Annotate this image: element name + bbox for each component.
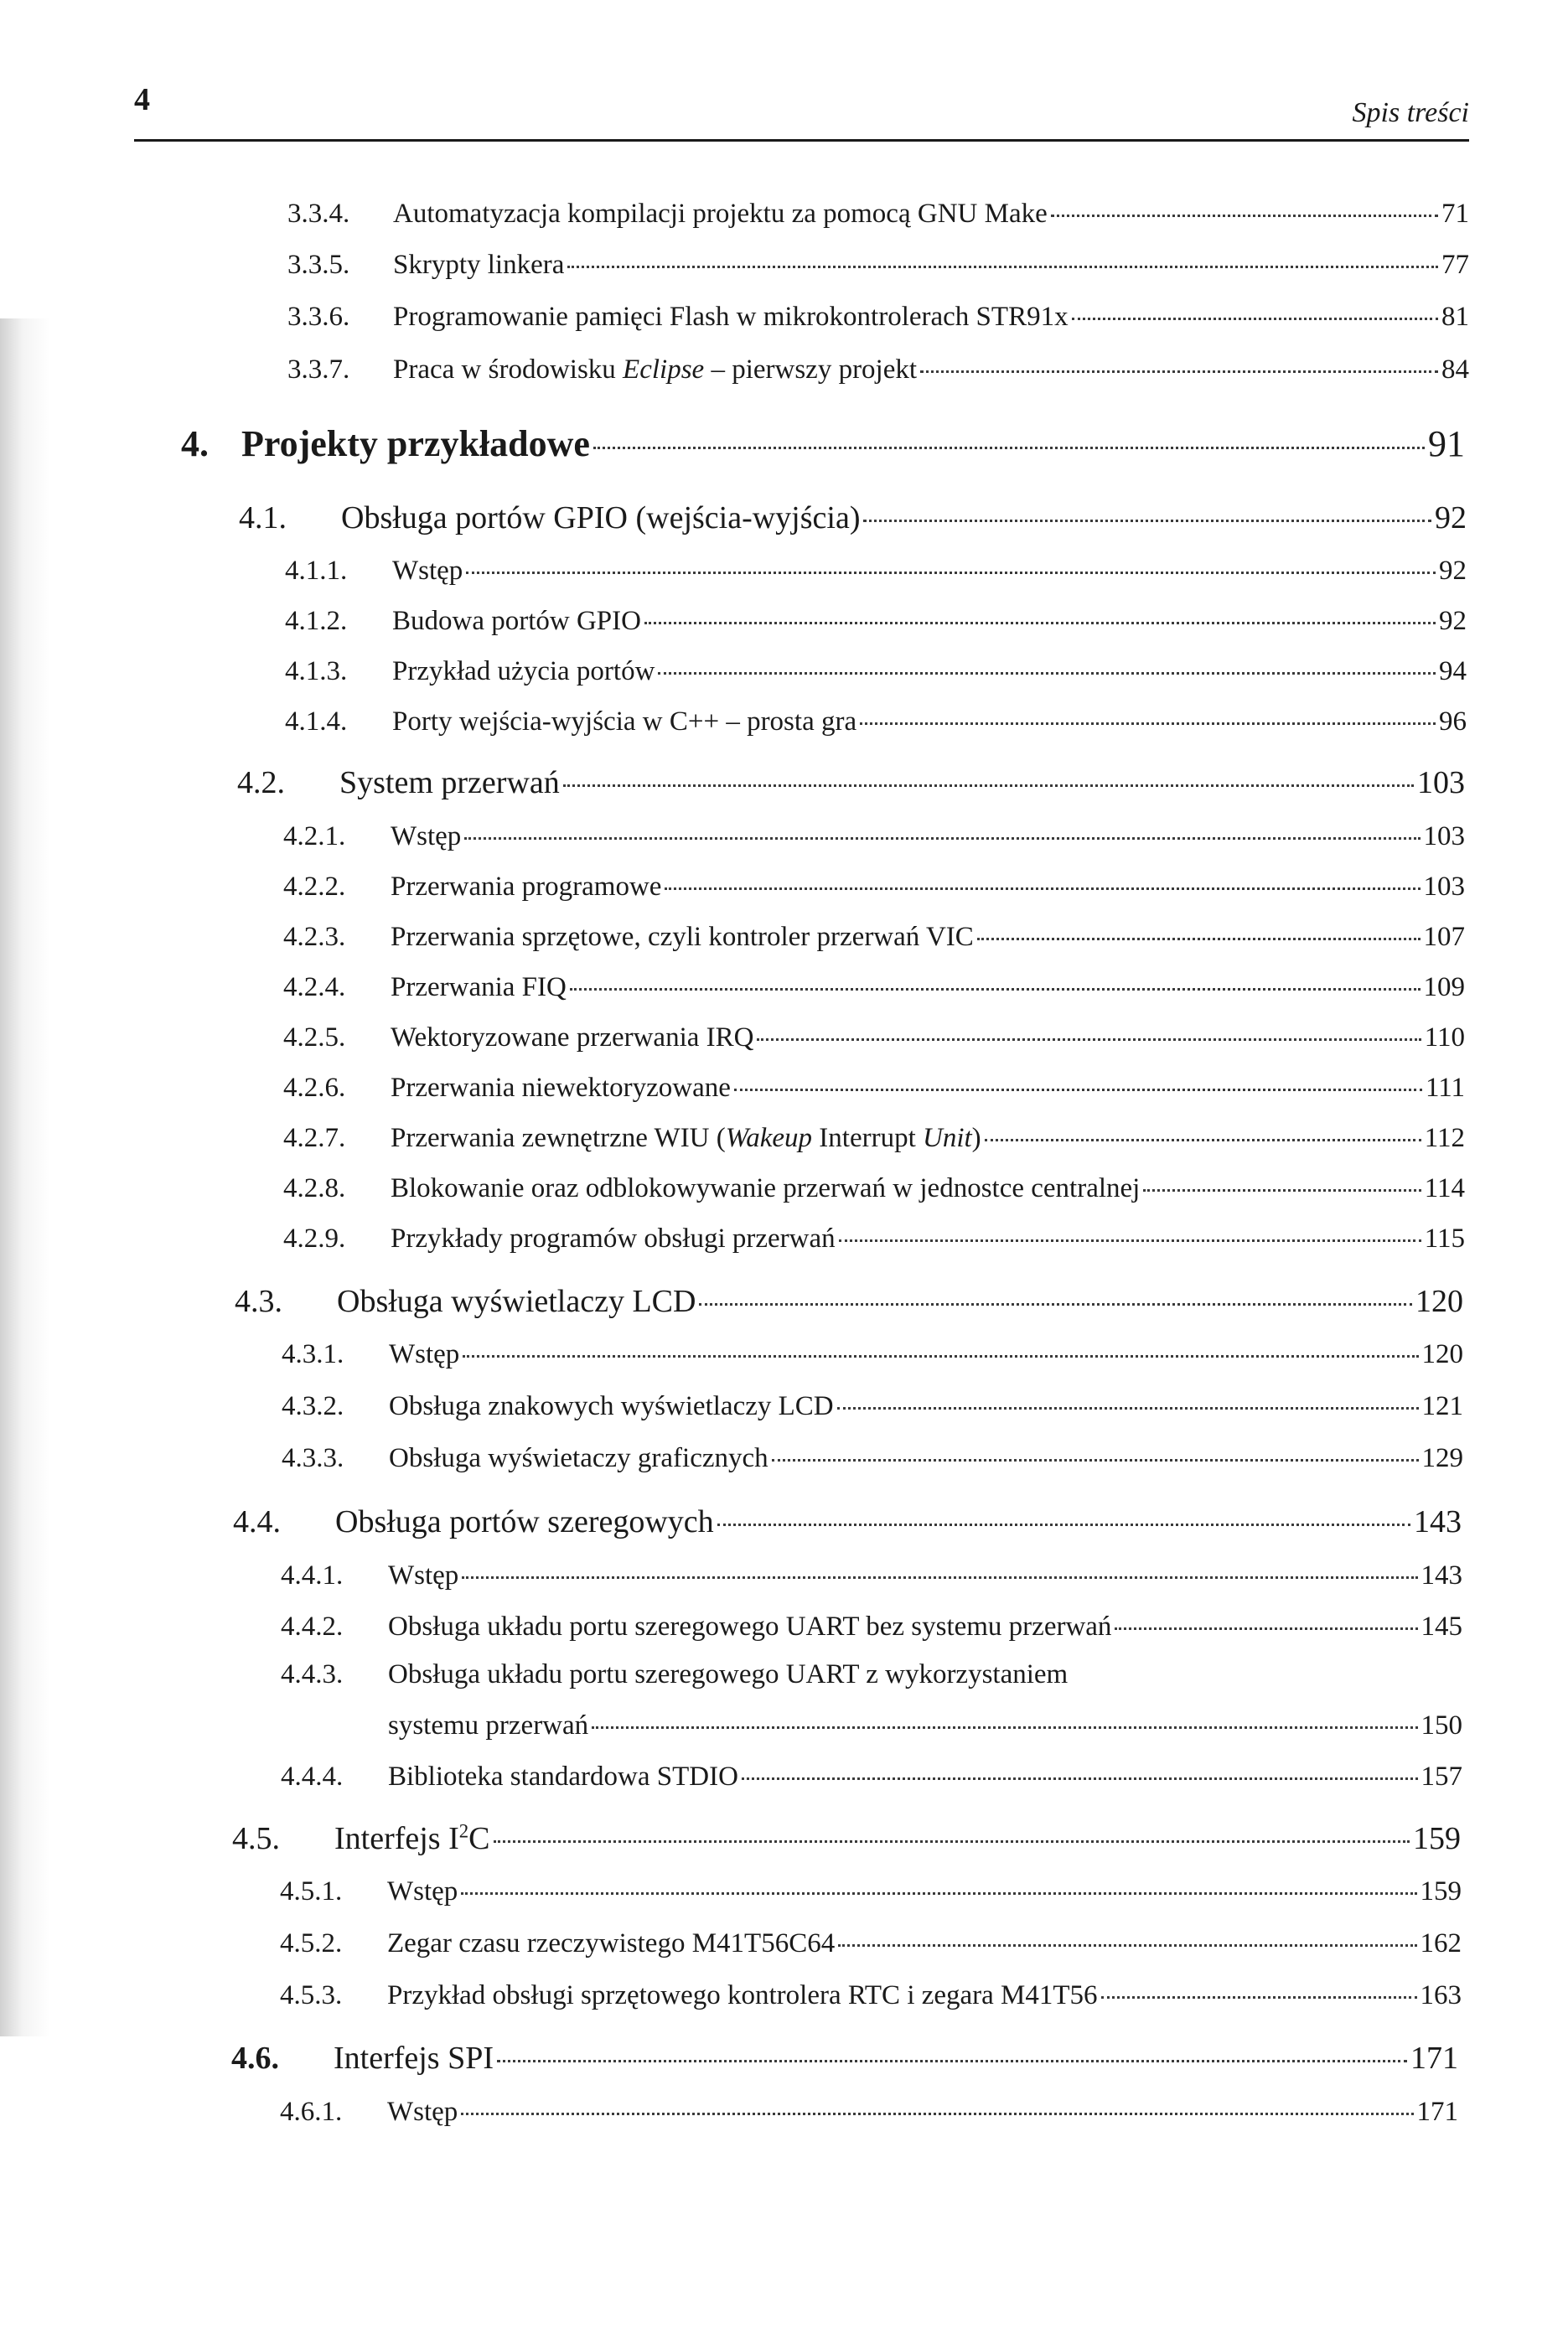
entry-number: 4.2.1. <box>283 821 346 851</box>
entry-page: 92 <box>1435 500 1467 536</box>
entry-number: 4.2. <box>237 765 285 800</box>
entry-title: Wektoryzowane przerwania IRQ <box>391 1022 754 1053</box>
dot-leader <box>1101 1976 1417 2004</box>
toc-chapter-4[interactable] <box>181 419 1465 465</box>
entry-title: Obsługa układu portu szeregowego UART bez systemu przerwań <box>388 1612 1112 1642</box>
dot-leader <box>563 761 1414 793</box>
dot-leader <box>757 1018 1421 1046</box>
entry-page: 91 <box>1428 423 1465 464</box>
dot-leader <box>985 1119 1421 1146</box>
entry-page: 157 <box>1421 1762 1462 1792</box>
toc-entry-4-2-8[interactable] <box>283 1169 1465 1204</box>
entry-page: 92 <box>1439 606 1467 636</box>
dot-leader <box>837 1387 1419 1415</box>
entry-page: 107 <box>1423 922 1465 952</box>
dot-leader <box>658 652 1436 680</box>
entry-page: 94 <box>1439 656 1467 686</box>
entry-number: 4.1.3. <box>285 656 348 686</box>
entry-title: Wstęp <box>391 821 462 851</box>
toc-section-4-3[interactable] <box>235 1280 1463 1320</box>
dot-leader <box>860 702 1436 730</box>
toc-entry-4-3-2[interactable] <box>282 1387 1463 1422</box>
dot-leader <box>570 968 1421 996</box>
running-head-title: Spis treści <box>1352 97 1469 128</box>
page-number: 4 <box>134 82 150 117</box>
entry-page: 163 <box>1420 1980 1462 2010</box>
dot-leader <box>839 1219 1421 1247</box>
entry-page: 159 <box>1413 1821 1461 1856</box>
entry-title-line2: systemu przerwań <box>388 1710 589 1741</box>
entry-continuation <box>388 1706 1462 1741</box>
dot-leader <box>462 1556 1417 1584</box>
toc-entry-4-2-2[interactable] <box>283 867 1465 903</box>
entry-page: 150 <box>1421 1710 1462 1741</box>
toc-entry-4-1-4[interactable] <box>285 702 1467 737</box>
toc-section-4-5[interactable] <box>232 1817 1461 1857</box>
entry-number: 4.5.3. <box>280 1980 343 2010</box>
entry-title: Wstęp <box>388 1560 459 1591</box>
dot-leader <box>1115 1607 1417 1635</box>
entry-page: 71 <box>1441 199 1469 229</box>
dot-leader <box>863 496 1431 528</box>
entry-number: 4.3.3. <box>282 1443 344 1473</box>
dot-leader <box>461 2093 1413 2120</box>
entry-title: Przerwania sprzętowe, czyli kontroler przerwań VIC <box>391 922 974 952</box>
entry-number: 4.2.2. <box>283 872 346 902</box>
dot-leader <box>592 1706 1417 1734</box>
dot-leader <box>463 1335 1418 1363</box>
entry-number: 4.4.3. <box>281 1659 344 1689</box>
entry-page: 111 <box>1425 1073 1465 1103</box>
entry-number: 4.3.2. <box>282 1391 344 1421</box>
entry-page: 120 <box>1421 1339 1463 1369</box>
entry-number: 4.2.3. <box>283 922 346 952</box>
entry-page: 143 <box>1421 1560 1462 1591</box>
entry-title: Przykład obsługi sprzętowego kontrolera RTC i zegara M41T56 <box>387 1980 1098 2010</box>
toc-entry-3-3-6[interactable] <box>287 298 1469 333</box>
entry-number: 4.2.7. <box>283 1123 346 1153</box>
entry-title: Przerwania programowe <box>391 872 662 902</box>
entry-number: 3.3.4. <box>287 199 350 229</box>
entry-title: Zegar czasu rzeczywistego M41T56C64 <box>387 1928 836 1958</box>
dot-leader <box>977 918 1421 945</box>
entry-page: 103 <box>1423 821 1465 851</box>
entry-page: 109 <box>1423 972 1465 1002</box>
entry-title: Porty wejścia-wyjścia w C++ – prosta gra <box>392 706 857 737</box>
dot-leader <box>461 1872 1416 1900</box>
entry-page: 159 <box>1420 1876 1462 1907</box>
dot-leader <box>772 1439 1419 1467</box>
toc-entry-4-2-6[interactable] <box>283 1068 1465 1104</box>
entry-number: 4.1.4. <box>285 706 348 737</box>
entry-page: 112 <box>1424 1123 1465 1153</box>
entry-title: System przerwań <box>339 765 560 800</box>
entry-page: 96 <box>1439 706 1467 737</box>
entry-title: Obsługa wyświetlaczy LCD <box>337 1284 696 1319</box>
entry-title: Obsługa znakowych wyświetlaczy LCD <box>389 1391 834 1421</box>
entry-title: Blokowanie oraz odblokowywanie przerwań w jednostce centralnej <box>391 1173 1141 1203</box>
entry-number: 4.5.1. <box>280 1876 343 1907</box>
entry-number: 4.6.1. <box>280 2097 343 2127</box>
toc-entry-3-3-5[interactable] <box>287 246 1469 281</box>
dot-leader <box>717 1500 1410 1532</box>
entry-title: Obsługa wyświetaczy graficznych <box>389 1443 768 1473</box>
dot-leader <box>494 1817 1410 1849</box>
entry-number: 3.3.7. <box>287 354 350 385</box>
entry-title: Przykład użycia portów <box>392 656 655 686</box>
entry-number: 4.2.4. <box>283 972 346 1002</box>
entry-title: Biblioteka standardowa STDIO <box>388 1762 738 1792</box>
toc-entry-4-2-5[interactable] <box>283 1018 1465 1053</box>
entry-title: Wstęp <box>387 1876 458 1907</box>
entry-number: 4.3. <box>235 1284 282 1319</box>
toc-entry-4-2-3[interactable] <box>283 918 1465 953</box>
entry-title-line1: Obsługa układu portu szeregowego UART z wykorzystaniem <box>388 1659 1069 1689</box>
dot-leader <box>699 1280 1412 1312</box>
entry-number: 4.4.1. <box>281 1560 344 1591</box>
toc-entry-4-4-1[interactable] <box>281 1556 1462 1591</box>
entry-title: Projekty przykładowe <box>241 423 590 464</box>
entry-page: 92 <box>1439 556 1467 586</box>
toc-entry-4-6-1[interactable] <box>280 2093 1458 2128</box>
entry-number: 3.3.6. <box>287 302 350 332</box>
entry-number: 4.5.2. <box>280 1928 343 1958</box>
entry-number: 4.2.9. <box>283 1224 346 1254</box>
toc-section-4-6[interactable] <box>231 2036 1458 2077</box>
entry-title: Wstęp <box>392 556 463 586</box>
toc-entry-4-4-4[interactable] <box>281 1757 1462 1793</box>
toc-section-4-4[interactable] <box>233 1500 1462 1540</box>
toc-entry-4-3-3[interactable] <box>282 1439 1463 1474</box>
dot-leader <box>742 1757 1418 1785</box>
entry-page: 171 <box>1416 2097 1458 2127</box>
entry-number: 4.4.4. <box>281 1762 344 1792</box>
entry-title: Wstęp <box>387 2097 458 2127</box>
entry-title: Budowa portów GPIO <box>392 606 641 636</box>
entry-number: 3.3.5. <box>287 250 350 280</box>
entry-page: 143 <box>1414 1504 1462 1539</box>
toc-entry-4-4-3[interactable] <box>281 1659 1462 1743</box>
entry-number: 4.5. <box>232 1821 280 1856</box>
toc-section-4-2[interactable] <box>237 761 1465 801</box>
entry-page: 145 <box>1421 1612 1462 1642</box>
entry-number: 4.6. <box>231 2041 279 2076</box>
dot-leader <box>466 551 1436 579</box>
entry-title: Automatyzacja kompilacji projektu za pomocą GNU Make <box>393 199 1048 229</box>
entry-title: Obsługa portów szeregowych <box>335 1504 714 1539</box>
entry-number: 4.2.6. <box>283 1073 346 1103</box>
dot-leader <box>464 817 1420 845</box>
toc-entry-4-5-2[interactable] <box>280 1924 1462 1959</box>
entry-page: 103 <box>1423 872 1465 902</box>
toc-entry-3-3-4[interactable] <box>287 194 1469 230</box>
entry-title: Przerwania niewektoryzowane <box>391 1073 731 1103</box>
toc-entry-4-2-7[interactable] <box>283 1119 1465 1154</box>
toc-entry-4-1-2[interactable] <box>285 602 1467 637</box>
entry-page: 129 <box>1421 1443 1463 1473</box>
dot-leader <box>567 246 1438 273</box>
entry-page: 77 <box>1441 250 1469 280</box>
entry-page: 115 <box>1424 1224 1465 1254</box>
dot-leader <box>838 1924 1416 1952</box>
entry-page: 120 <box>1415 1284 1463 1319</box>
toc-entry-4-4-2[interactable] <box>281 1607 1462 1643</box>
toc-entry-4-5-3[interactable] <box>280 1976 1462 2011</box>
entry-number: 4.4. <box>233 1504 281 1539</box>
toc-entry-4-2-9[interactable] <box>283 1219 1465 1255</box>
entry-page: 110 <box>1424 1022 1465 1053</box>
entry-number: 4.1. <box>239 500 287 536</box>
entry-number: 4.1.1. <box>285 556 348 586</box>
entry-page: 81 <box>1441 302 1469 332</box>
toc-entry-3-3-7[interactable] <box>287 350 1469 385</box>
entry-title: Wstęp <box>389 1339 460 1369</box>
dot-leader <box>734 1068 1422 1096</box>
dot-leader <box>497 2036 1407 2068</box>
entry-page: 121 <box>1421 1391 1463 1421</box>
toc-section-4-1[interactable] <box>239 496 1467 536</box>
toc-entry-4-1-1[interactable] <box>285 551 1467 587</box>
dot-leader <box>1051 194 1438 222</box>
entry-page: 114 <box>1424 1173 1465 1203</box>
entry-title: Obsługa portów GPIO (wejścia-wyjścia) <box>341 500 861 536</box>
dot-leader <box>1143 1169 1421 1197</box>
entry-title: Przykłady programów obsługi przerwań <box>391 1224 836 1254</box>
entry-title: Interfejs SPI <box>334 2041 494 2076</box>
entry-number: 4.2.5. <box>283 1022 346 1053</box>
entry-number: 4.1.2. <box>285 606 348 636</box>
entry-number: 4.3.1. <box>282 1339 344 1369</box>
toc-entry-4-3-1[interactable] <box>282 1335 1463 1370</box>
dot-leader <box>644 602 1436 629</box>
entry-title: Programowanie pamięci Flash w mikrokontrolerach STR91x <box>393 302 1069 332</box>
dot-leader <box>1072 298 1438 325</box>
entry-title: Przerwania FIQ <box>391 972 567 1002</box>
dot-leader <box>593 419 1425 456</box>
entry-title: Skrypty linkera <box>393 250 565 280</box>
toc-entry-4-1-3[interactable] <box>285 652 1467 687</box>
dot-leader <box>920 350 1438 378</box>
entry-page: 84 <box>1441 354 1469 385</box>
toc-entry-4-2-1[interactable] <box>283 817 1465 852</box>
entry-page: 103 <box>1417 765 1465 800</box>
entry-page: 162 <box>1420 1928 1462 1958</box>
entry-number: 4. <box>181 423 209 464</box>
entry-number: 4.2.8. <box>283 1173 346 1203</box>
entry-number: 4.4.2. <box>281 1612 344 1642</box>
toc-entry-4-5-1[interactable] <box>280 1872 1462 1907</box>
entry-title: Przerwania zewnętrzne WIU (Wakeup Interrupt Unit) <box>391 1123 981 1153</box>
entry-title: Praca w środowisku Eclipse – pierwszy projekt <box>393 354 918 385</box>
entry-title: Interfejs $I^2C$ <box>334 1820 490 1856</box>
entry-page: 171 <box>1410 2041 1458 2076</box>
dot-leader <box>665 867 1420 895</box>
toc-entry-4-2-4[interactable] <box>283 968 1465 1003</box>
